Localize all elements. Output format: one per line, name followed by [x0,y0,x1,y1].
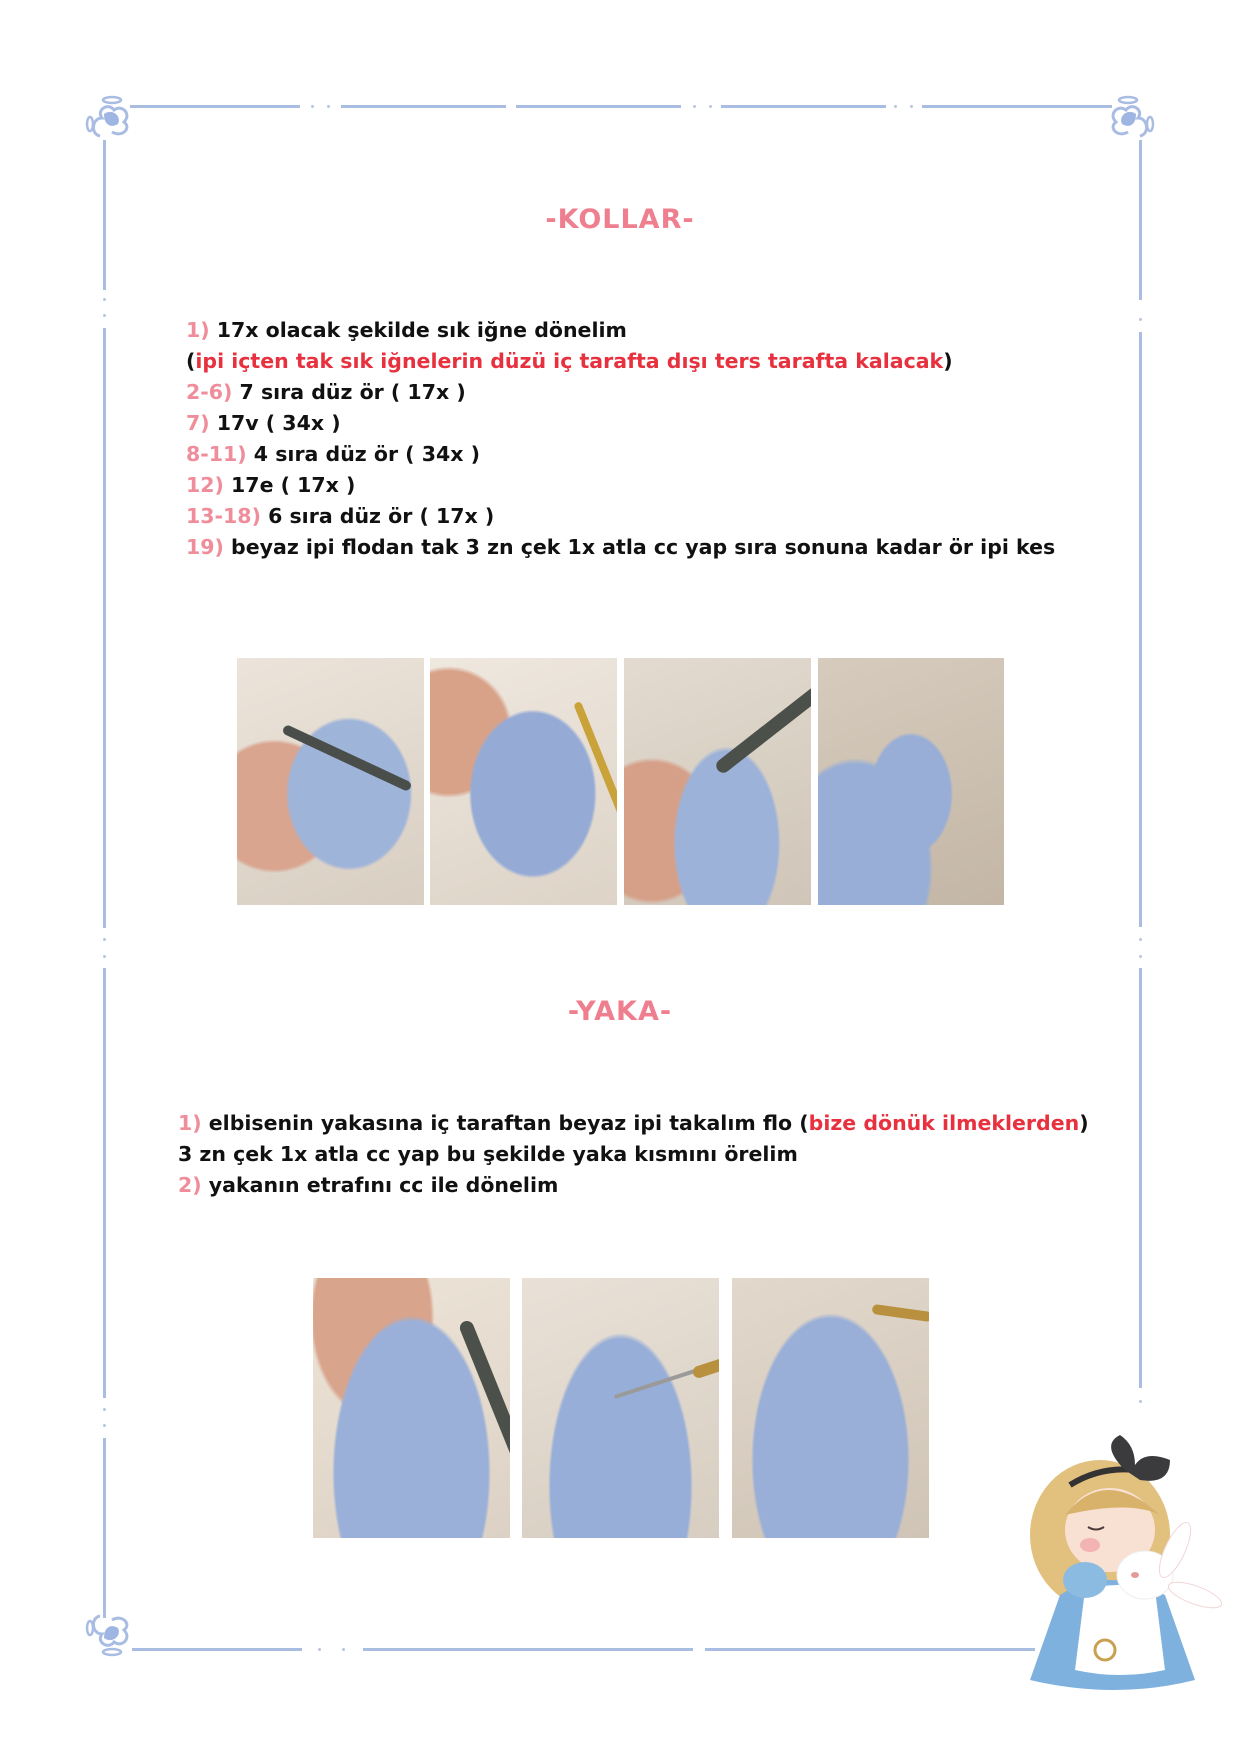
kollar-photo-4 [818,658,1004,905]
frame-dot [311,105,314,108]
instruction-note: (ipi içten tak sık iğnelerin düzü iç tarafta dışı ters tarafta kalacak) [186,349,953,373]
instruction-step: 2-6) 7 sıra düz ör ( 17x ) [186,380,466,404]
frame-dot [342,1648,345,1651]
frame-dot [910,105,913,108]
frame-bottom-line [132,1648,302,1651]
kollar-photo-3 [624,658,811,905]
flourish-corner-icon [1098,88,1158,148]
frame-dot [103,314,106,317]
frame-right-line [1139,968,1142,1388]
frame-top-line [341,105,506,108]
frame-dot [1139,955,1142,958]
instruction-step: 8-11) 4 sıra düz ör ( 34x ) [186,442,480,466]
frame-top-line [130,105,300,108]
instruction-step: 7) 17v ( 34x ) [186,411,341,435]
frame-right-line [1139,332,1142,927]
frame-left-line [103,1438,106,1618]
flourish-corner-icon [82,88,142,148]
frame-dot [1139,938,1142,941]
frame-bottom-line [705,1648,1035,1651]
frame-top-line [516,105,681,108]
yaka-photo-2 [522,1278,719,1538]
frame-dot [103,1424,106,1427]
frame-dot [327,105,330,108]
frame-dot [103,938,106,941]
alice-rabbit-illustration [1010,1415,1235,1705]
instruction-step: 1) elbisenin yakasına iç taraftan beyaz ipi takalım flo (bize dönük ilmeklerden) [178,1111,1089,1135]
instruction-step: 3 zn çek 1x atla cc yap bu şekilde yaka kısmını örelim [178,1142,798,1166]
frame-left-line [103,968,106,1398]
frame-top-line [922,105,1112,108]
kollar-instructions [186,315,1055,563]
frame-top-line [721,105,886,108]
frame-dot [894,105,897,108]
section-title-yaka: -YAKA- [567,996,673,1027]
frame-dot [1139,318,1142,321]
kollar-photo-1 [237,658,424,905]
kollar-photo-2 [430,658,617,905]
yaka-photo-1 [313,1278,510,1538]
instruction-step: 2) yakanın etrafını cc ile dönelim [178,1173,559,1197]
instruction-step: 12) 17e ( 17x ) [186,473,356,497]
yaka-photo-3 [732,1278,929,1538]
frame-dot [103,1408,106,1411]
instruction-step: 13-18) 6 sıra düz ör ( 17x ) [186,504,495,528]
frame-dot [709,105,712,108]
instruction-step: 1) 17x olacak şekilde sık iğne dönelim [186,318,627,342]
frame-dot [103,955,106,958]
frame-dot [1139,1400,1142,1403]
frame-bottom-line [363,1648,693,1651]
frame-dot [103,298,106,301]
frame-dot [318,1648,321,1651]
yaka-instructions [178,1108,1089,1201]
instruction-step: 19) beyaz ipi flodan tak 3 zn çek 1x atla cc yap sıra sonuna kadar ör ipi kes [186,535,1056,559]
frame-left-line [103,328,106,928]
flourish-corner-icon [82,1604,142,1664]
section-title-kollar: -KOLLAR- [545,204,695,235]
frame-dot [693,105,696,108]
